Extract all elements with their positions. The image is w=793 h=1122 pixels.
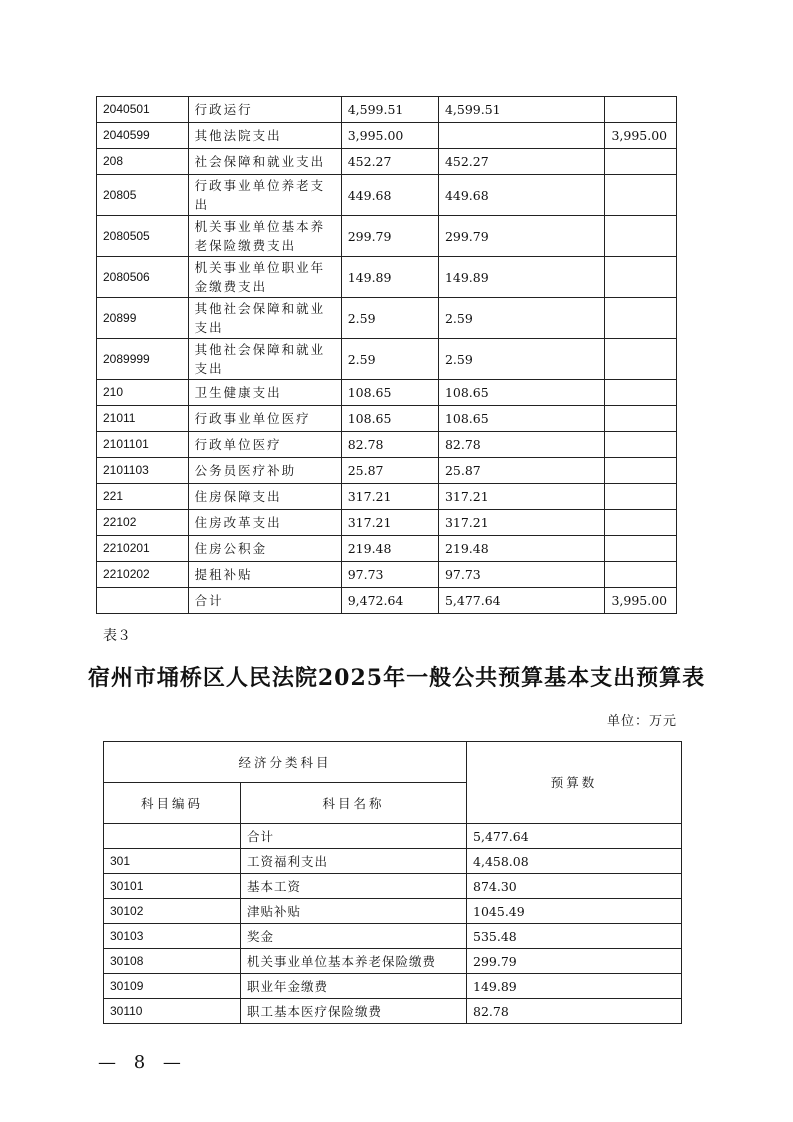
row-total: 299.79 (341, 216, 438, 257)
row-amount: 4,458.08 (467, 849, 682, 874)
row-name: 机关事业单位基本养老保险缴费 (241, 949, 467, 974)
row-project: 3,995.00 (605, 123, 677, 149)
row-name (188, 123, 341, 149)
table-row (97, 298, 677, 339)
table-row (97, 339, 677, 380)
table-row (104, 874, 682, 899)
row-name (188, 175, 341, 216)
row-code: 2040501 (97, 97, 189, 123)
table-row (104, 824, 682, 849)
row-basic: 299.79 (438, 216, 605, 257)
row-total: 108.65 (341, 380, 438, 406)
row-project (605, 562, 677, 588)
row-name-line: 其他法院支出 (194, 128, 282, 143)
row-code: 30102 (104, 899, 241, 924)
row-total: 25.87 (341, 458, 438, 484)
row-name (188, 298, 341, 339)
row-code (104, 824, 241, 849)
row-basic (438, 123, 605, 149)
row-code: 2080505 (97, 216, 189, 257)
row-code: 30108 (104, 949, 241, 974)
row-name-line: 老保险缴费支出 (194, 238, 297, 253)
row-name-line: 行政事业单位医疗 (194, 411, 311, 426)
table-row (97, 432, 677, 458)
table-row (97, 458, 677, 484)
row-name (188, 216, 341, 257)
row-basic: 452.27 (438, 149, 605, 175)
row-amount: 82.78 (467, 999, 682, 1024)
row-name-line: 卫生健康支出 (194, 385, 282, 400)
basic-expenditure-table (103, 741, 682, 1024)
row-project (605, 432, 677, 458)
row-total: 2.59 (341, 339, 438, 380)
row-code: 30110 (104, 999, 241, 1024)
expenditure-by-function-table (96, 96, 677, 614)
row-basic: 5,477.64 (438, 588, 605, 614)
row-code: 2210201 (97, 536, 189, 562)
page-title: 宿州市埇桥区人民法院2025年一般公共预算基本支出预算表 (87, 665, 706, 691)
row-basic: 108.65 (438, 406, 605, 432)
row-name (188, 510, 341, 536)
row-code: 2210202 (97, 562, 189, 588)
row-project (605, 484, 677, 510)
row-name (188, 97, 341, 123)
row-name (188, 339, 341, 380)
row-project (605, 149, 677, 175)
table-row (97, 484, 677, 510)
row-name-line: 住房公积金 (194, 541, 268, 556)
row-total: 9,472.64 (341, 588, 438, 614)
row-name: 津贴补贴 (241, 899, 467, 924)
table-row (104, 974, 682, 999)
row-name: 职工基本医疗保险缴费 (241, 999, 467, 1024)
row-name-line: 其他社会保障和就业 (194, 342, 326, 357)
table-row (97, 149, 677, 175)
row-amount: 149.89 (467, 974, 682, 999)
row-code: 30103 (104, 924, 241, 949)
row-name (188, 562, 341, 588)
row-basic: 2.59 (438, 339, 605, 380)
row-project (605, 298, 677, 339)
row-total: 149.89 (341, 257, 438, 298)
row-project (605, 510, 677, 536)
row-code: 2101101 (97, 432, 189, 458)
row-name-line: 社会保障和就业支出 (194, 154, 326, 169)
row-code: 210 (97, 380, 189, 406)
row-project (605, 458, 677, 484)
row-code (97, 588, 189, 614)
row-code: 20805 (97, 175, 189, 216)
row-name-line: 机关事业单位基本养 (194, 219, 326, 234)
row-total: 108.65 (341, 406, 438, 432)
row-total: 219.48 (341, 536, 438, 562)
row-basic: 219.48 (438, 536, 605, 562)
table-row (97, 588, 677, 614)
table-row (104, 949, 682, 974)
row-name-line: 出 (194, 197, 210, 212)
table-row (97, 380, 677, 406)
row-name (188, 149, 341, 175)
row-name (188, 536, 341, 562)
row-name-line: 行政单位医疗 (194, 437, 282, 452)
row-total: 2.59 (341, 298, 438, 339)
table-row (104, 849, 682, 874)
unit-label: 单位：万元 (606, 714, 677, 729)
row-project (605, 406, 677, 432)
row-amount: 874.30 (467, 874, 682, 899)
row-code: 2101103 (97, 458, 189, 484)
row-basic: 82.78 (438, 432, 605, 458)
row-amount: 1045.49 (467, 899, 682, 924)
row-name-line: 其他社会保障和就业 (194, 301, 326, 316)
row-name (188, 588, 341, 614)
row-basic: 4,599.51 (438, 97, 605, 123)
row-name (188, 380, 341, 406)
row-basic: 317.21 (438, 510, 605, 536)
row-name-line: 行政运行 (194, 102, 253, 117)
row-amount: 299.79 (467, 949, 682, 974)
row-name: 合计 (241, 824, 467, 849)
row-name: 职业年金缴费 (241, 974, 467, 999)
row-project (605, 536, 677, 562)
row-code: 30109 (104, 974, 241, 999)
row-project: 3,995.00 (605, 588, 677, 614)
table-row (104, 899, 682, 924)
row-total: 97.73 (341, 562, 438, 588)
table-row (97, 562, 677, 588)
row-code: 2040599 (97, 123, 189, 149)
row-name (188, 484, 341, 510)
table-row (97, 536, 677, 562)
table-row (97, 406, 677, 432)
row-total: 452.27 (341, 149, 438, 175)
row-basic: 2.59 (438, 298, 605, 339)
row-project (605, 339, 677, 380)
page-number: — 8 — (98, 1052, 187, 1073)
row-basic: 449.68 (438, 175, 605, 216)
table-row (97, 123, 677, 149)
table-row (97, 97, 677, 123)
header-budget-amount: 预算数 (467, 742, 682, 824)
row-total: 82.78 (341, 432, 438, 458)
table-row (97, 510, 677, 536)
table-label: 表３ (103, 628, 131, 644)
table-row (104, 999, 682, 1024)
table-row (97, 175, 677, 216)
row-name-line: 行政事业单位养老支 (194, 178, 326, 193)
header-economic-classification: 经济分类科目 (104, 742, 467, 783)
row-code: 30101 (104, 874, 241, 899)
row-name-line: 机关事业单位职业年 (194, 260, 326, 275)
header-subject-code: 科目编码 (104, 783, 241, 824)
row-name-line: 住房保障支出 (194, 489, 282, 504)
row-basic: 25.87 (438, 458, 605, 484)
row-basic: 108.65 (438, 380, 605, 406)
table-row (97, 257, 677, 298)
row-name-line: 提租补贴 (194, 567, 253, 582)
row-name: 工资福利支出 (241, 849, 467, 874)
row-name-line: 公务员医疗补助 (194, 463, 297, 478)
table-row (104, 924, 682, 949)
row-amount: 5,477.64 (467, 824, 682, 849)
row-name (188, 432, 341, 458)
row-project (605, 216, 677, 257)
row-code: 22102 (97, 510, 189, 536)
row-code: 2080506 (97, 257, 189, 298)
row-basic: 317.21 (438, 484, 605, 510)
row-total: 449.68 (341, 175, 438, 216)
row-name: 基本工资 (241, 874, 467, 899)
row-code: 301 (104, 849, 241, 874)
row-project (605, 97, 677, 123)
row-basic: 149.89 (438, 257, 605, 298)
row-name-line: 支出 (194, 320, 224, 335)
row-name-line: 合计 (194, 593, 224, 608)
row-code: 2089999 (97, 339, 189, 380)
table-row (97, 216, 677, 257)
row-code: 221 (97, 484, 189, 510)
row-name: 奖金 (241, 924, 467, 949)
row-name-line: 住房改革支出 (194, 515, 282, 530)
row-name-line: 金缴费支出 (194, 279, 268, 294)
row-name (188, 257, 341, 298)
row-total: 3,995.00 (341, 123, 438, 149)
row-total: 317.21 (341, 484, 438, 510)
row-basic: 97.73 (438, 562, 605, 588)
row-project (605, 175, 677, 216)
row-project (605, 257, 677, 298)
row-name-line: 支出 (194, 361, 224, 376)
row-name (188, 406, 341, 432)
row-code: 20899 (97, 298, 189, 339)
row-name (188, 458, 341, 484)
row-code: 208 (97, 149, 189, 175)
header-subject-name: 科目名称 (241, 783, 467, 824)
row-total: 317.21 (341, 510, 438, 536)
row-project (605, 380, 677, 406)
row-total: 4,599.51 (341, 97, 438, 123)
row-code: 21011 (97, 406, 189, 432)
row-amount: 535.48 (467, 924, 682, 949)
